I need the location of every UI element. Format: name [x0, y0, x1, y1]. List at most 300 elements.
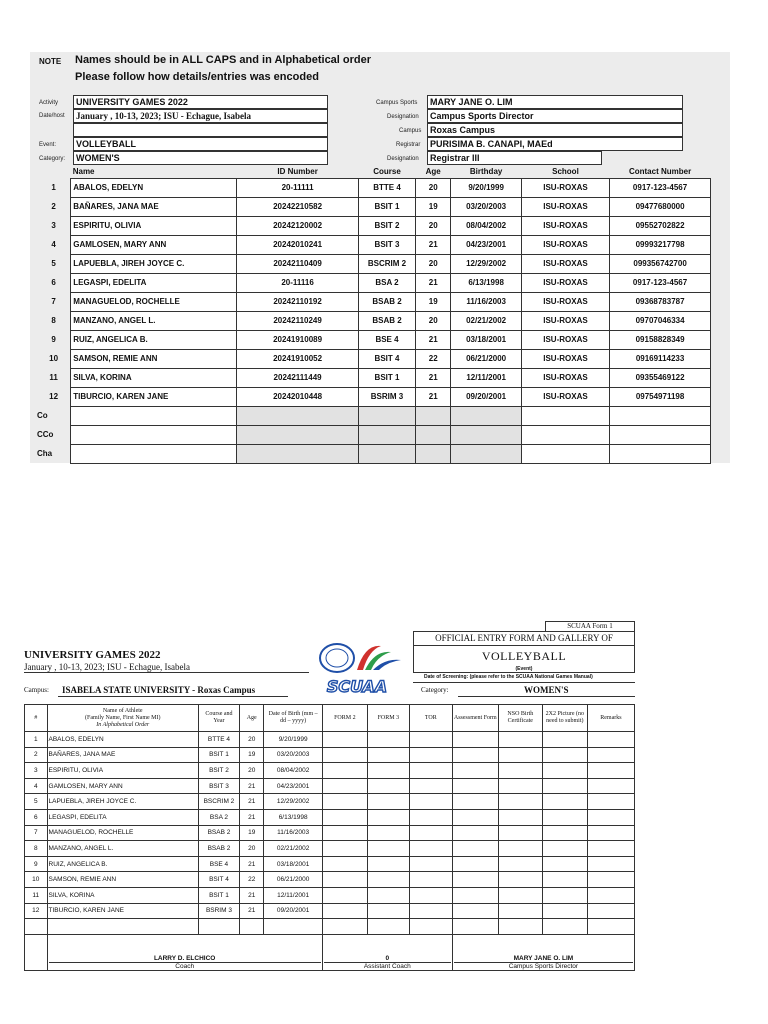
cell-check[interactable]: [409, 887, 452, 903]
cell-school[interactable]: ISU-ROXAS: [521, 273, 609, 292]
cell-course[interactable]: BSIT 4: [198, 872, 239, 888]
cell-contact[interactable]: 09158828349: [610, 330, 711, 349]
cell-check[interactable]: [452, 763, 498, 779]
cell-contact[interactable]: 09754971198: [610, 387, 711, 406]
cell-age[interactable]: [415, 406, 450, 425]
table-row: [37, 216, 711, 235]
cell-check[interactable]: [367, 794, 409, 810]
table-row: [37, 406, 711, 425]
cell-age[interactable]: 20: [415, 311, 450, 330]
category-value: WOMEN'S: [524, 685, 569, 695]
cell-age[interactable]: 20: [239, 732, 264, 748]
cell-contact[interactable]: 09552702822: [610, 216, 711, 235]
col-school: School: [552, 166, 579, 176]
cell-school[interactable]: ISU-ROXAS: [521, 368, 609, 387]
cell-athlete[interactable]: ESPIRITU, OLIVIA: [47, 763, 198, 779]
cell-check[interactable]: [542, 732, 587, 748]
cell-age[interactable]: 19: [239, 747, 264, 763]
cell-age[interactable]: 20: [415, 178, 450, 197]
cell-check[interactable]: [587, 778, 634, 794]
cell-age[interactable]: 22: [415, 349, 450, 368]
cell-check[interactable]: [587, 856, 634, 872]
cell-course[interactable]: BSIT 4: [359, 349, 416, 368]
cell-empty[interactable]: [239, 919, 264, 935]
cell-id[interactable]: 20242120002: [237, 216, 359, 235]
cell-bday[interactable]: 06/21/2000: [451, 349, 521, 368]
col-age: Age: [239, 705, 264, 732]
cell-empty[interactable]: [409, 919, 452, 935]
col-form3: FORM 3: [367, 705, 409, 732]
cell-school[interactable]: ISU-ROXAS: [521, 254, 609, 273]
cell-id[interactable]: 20241910052: [237, 349, 359, 368]
table-row: [37, 368, 711, 387]
cell-id[interactable]: 20242111449: [237, 368, 359, 387]
cell-id[interactable]: 20241910089: [237, 330, 359, 349]
cell-check[interactable]: [409, 856, 452, 872]
cell-school[interactable]: ISU-ROXAS: [521, 197, 609, 216]
cell-age[interactable]: 19: [239, 825, 264, 841]
cell-bday[interactable]: 9/20/1999: [451, 178, 521, 197]
cell-course[interactable]: BSIT 3: [198, 778, 239, 794]
cell-check[interactable]: [498, 778, 542, 794]
cell-check[interactable]: [587, 903, 634, 919]
cell-course[interactable]: BSRIM 3: [359, 387, 416, 406]
cell-check[interactable]: [542, 856, 587, 872]
cell-course[interactable]: BSAB 2: [198, 841, 239, 857]
cell-age[interactable]: 20: [239, 841, 264, 857]
cell-dob[interactable]: 9/20/1999: [264, 732, 322, 748]
table-row: [25, 856, 635, 872]
cell-check[interactable]: [587, 732, 634, 748]
registrar-field[interactable]: PURISIMA B. CANAPI, MAEd: [427, 137, 683, 151]
cell-course[interactable]: BSCRIM 2: [198, 794, 239, 810]
cell-check[interactable]: [587, 809, 634, 825]
cell-name[interactable]: ESPIRITU, OLIVIA: [71, 216, 237, 235]
cell-check[interactable]: [498, 763, 542, 779]
cell-age[interactable]: 21: [239, 856, 264, 872]
cell-check[interactable]: [322, 747, 367, 763]
cell-check[interactable]: [587, 794, 634, 810]
cell-bday[interactable]: 11/16/2003: [451, 292, 521, 311]
designation-field-2[interactable]: Registrar III: [427, 151, 602, 165]
cell-check[interactable]: [452, 841, 498, 857]
cell-age[interactable]: 19: [415, 197, 450, 216]
cell-check[interactable]: [322, 841, 367, 857]
cell-name[interactable]: SILVA, KORINA: [71, 368, 237, 387]
cell-dob[interactable]: 03/18/2001: [264, 856, 322, 872]
cell-contact[interactable]: [610, 425, 711, 444]
cell-check[interactable]: [322, 778, 367, 794]
cell-athlete[interactable]: BAÑARES, JANA MAE: [47, 747, 198, 763]
cell-empty[interactable]: [322, 919, 367, 935]
cell-check[interactable]: [498, 841, 542, 857]
cell-dob[interactable]: 02/21/2002: [264, 841, 322, 857]
cell-id[interactable]: [237, 425, 359, 444]
cell-contact[interactable]: 09368783787: [610, 292, 711, 311]
cell-course[interactable]: BSIT 1: [198, 887, 239, 903]
cell-check[interactable]: [452, 747, 498, 763]
date-field[interactable]: January , 10-13, 2023; ISU - Echague, Isabela: [73, 109, 328, 123]
cell-school[interactable]: [521, 444, 609, 463]
cell-course[interactable]: BSIT 2: [198, 763, 239, 779]
cell-dob[interactable]: 12/29/2002: [264, 794, 322, 810]
cell-check[interactable]: [587, 887, 634, 903]
cell-check[interactable]: [322, 732, 367, 748]
cell-empty[interactable]: [587, 919, 634, 935]
cell-athlete[interactable]: LEGASPI, EDELITA: [47, 809, 198, 825]
cell-empty[interactable]: [367, 919, 409, 935]
cell-check[interactable]: [542, 778, 587, 794]
cell-check[interactable]: [322, 903, 367, 919]
cell-contact[interactable]: 09355469122: [610, 368, 711, 387]
cell-no: 6: [25, 809, 48, 825]
cell-athlete[interactable]: ABALOS, EDELYN: [47, 732, 198, 748]
cell-contact[interactable]: [610, 444, 711, 463]
cell-course[interactable]: [359, 444, 416, 463]
cell-school[interactable]: ISU-ROXAS: [521, 292, 609, 311]
cell-check[interactable]: [452, 887, 498, 903]
cell-check[interactable]: [542, 763, 587, 779]
cell-bday[interactable]: 02/21/2002: [451, 311, 521, 330]
cell-id[interactable]: 20242210582: [237, 197, 359, 216]
divider: [413, 682, 635, 683]
cell-check[interactable]: [409, 763, 452, 779]
athlete-header-line-3: In Alphabetical Order: [96, 721, 150, 728]
cell-age[interactable]: [415, 444, 450, 463]
cell-check[interactable]: [322, 763, 367, 779]
cell-check[interactable]: [587, 747, 634, 763]
cell-id[interactable]: [237, 406, 359, 425]
cell-check[interactable]: [322, 856, 367, 872]
cell-empty[interactable]: [264, 919, 322, 935]
cell-check[interactable]: [367, 732, 409, 748]
table-row: [25, 841, 635, 857]
cell-no: 11: [25, 887, 48, 903]
cell-name[interactable]: [71, 406, 237, 425]
cell-no: 7: [25, 825, 48, 841]
cell-check[interactable]: [542, 872, 587, 888]
cell-check[interactable]: [367, 747, 409, 763]
col-course-year: Course and Year: [198, 705, 239, 732]
cell-contact[interactable]: 09707046334: [610, 311, 711, 330]
director-signature: [452, 934, 634, 970]
cell-check[interactable]: [498, 825, 542, 841]
cell-course[interactable]: BTTE 4: [198, 732, 239, 748]
campus-value: ISABELA STATE UNIVERSITY - Roxas Campus: [62, 685, 256, 695]
cell-age[interactable]: 21: [415, 273, 450, 292]
cell-empty[interactable]: [25, 919, 48, 935]
note-line-1: Names should be in ALL CAPS and in Alphabetical order: [75, 54, 372, 66]
campus-field[interactable]: Roxas Campus: [427, 123, 683, 137]
row-label: Co: [37, 411, 48, 420]
cell-name[interactable]: [71, 444, 237, 463]
cell-course[interactable]: BSAB 2: [359, 311, 416, 330]
cell-bday[interactable]: 6/13/1998: [451, 273, 521, 292]
cell-check[interactable]: [322, 825, 367, 841]
cell-name[interactable]: MANZANO, ANGEL L.: [71, 311, 237, 330]
cell-dob[interactable]: 03/20/2003: [264, 747, 322, 763]
cell-bday[interactable]: 03/18/2001: [451, 330, 521, 349]
cell-name[interactable]: TIBURCIO, KAREN JANE: [71, 387, 237, 406]
cell-check[interactable]: [367, 856, 409, 872]
cell-course[interactable]: [359, 406, 416, 425]
cell-check[interactable]: [587, 872, 634, 888]
cell-athlete[interactable]: MANZANO, ANGEL L.: [47, 841, 198, 857]
cell-check[interactable]: [452, 825, 498, 841]
cell-age[interactable]: 21: [415, 235, 450, 254]
cell-dob[interactable]: 09/20/2001: [264, 903, 322, 919]
cell-id[interactable]: [237, 444, 359, 463]
cell-check[interactable]: [367, 763, 409, 779]
cell-no: 3: [25, 763, 48, 779]
cell-id[interactable]: 20242110249: [237, 311, 359, 330]
cell-school[interactable]: ISU-ROXAS: [521, 216, 609, 235]
cell-check[interactable]: [498, 903, 542, 919]
col-name: Name: [72, 166, 95, 176]
cell-school[interactable]: [521, 425, 609, 444]
cell-name[interactable]: ABALOS, EDELYN: [71, 178, 237, 197]
cell-no: 10: [25, 872, 48, 888]
cell-id[interactable]: 20-11111: [237, 178, 359, 197]
cell-course[interactable]: BSE 4: [198, 856, 239, 872]
cell-check[interactable]: [409, 747, 452, 763]
cell-birthday[interactable]: [451, 406, 521, 425]
event-label: Event:: [39, 142, 57, 148]
cell-check[interactable]: [498, 887, 542, 903]
cell-school[interactable]: ISU-ROXAS: [521, 349, 609, 368]
cell-check[interactable]: [409, 872, 452, 888]
cell-check[interactable]: [322, 872, 367, 888]
cell-name[interactable]: GAMLOSEN, MARY ANN: [71, 235, 237, 254]
col-dob: Date of Birth (mm – dd – yyyy): [264, 705, 322, 732]
official-title: OFFICIAL ENTRY FORM AND GALLERY OF: [435, 633, 613, 643]
cell-check[interactable]: [498, 794, 542, 810]
cell-check[interactable]: [452, 732, 498, 748]
cell-course[interactable]: BTTE 4: [359, 178, 416, 197]
cell-dob[interactable]: 11/16/2003: [264, 825, 322, 841]
cell-check[interactable]: [367, 872, 409, 888]
cell-name[interactable]: RUIZ, ANGELICA B.: [71, 330, 237, 349]
cell-check[interactable]: [542, 887, 587, 903]
cell-check[interactable]: [542, 794, 587, 810]
cell-check[interactable]: [322, 809, 367, 825]
cell-name[interactable]: MANAGUELOD, ROCHELLE: [71, 292, 237, 311]
cell-check[interactable]: [409, 841, 452, 857]
cell-empty[interactable]: [47, 919, 198, 935]
cell-id[interactable]: 20242010448: [237, 387, 359, 406]
cell-check[interactable]: [367, 903, 409, 919]
cell-empty[interactable]: [198, 919, 239, 935]
cell-athlete[interactable]: TIBURCIO, KAREN JANE: [47, 903, 198, 919]
cell-age[interactable]: 20: [415, 216, 450, 235]
category-label: Category:: [421, 686, 449, 694]
event-field[interactable]: VOLLEYBALL: [73, 137, 328, 151]
cell-dob[interactable]: 6/13/1998: [264, 809, 322, 825]
cell-check[interactable]: [542, 903, 587, 919]
cell-age[interactable]: 22: [239, 872, 264, 888]
cell-contact[interactable]: 0917-123-4567: [610, 273, 711, 292]
cell-birthday[interactable]: [451, 425, 521, 444]
cell-age[interactable]: 19: [415, 292, 450, 311]
cell-course[interactable]: [359, 425, 416, 444]
cell-name[interactable]: BAÑARES, JANA MAE: [71, 197, 237, 216]
cell-check[interactable]: [322, 887, 367, 903]
cell-dob[interactable]: 06/21/2000: [264, 872, 322, 888]
cell-check[interactable]: [367, 809, 409, 825]
cell-id[interactable]: 20242110409: [237, 254, 359, 273]
cell-check[interactable]: [367, 887, 409, 903]
cell-bday[interactable]: 04/23/2001: [451, 235, 521, 254]
activity-label: Activity: [39, 100, 59, 106]
cell-check[interactable]: [409, 809, 452, 825]
cell-empty[interactable]: [498, 919, 542, 935]
logo-seal: [320, 644, 354, 672]
cell-name[interactable]: [71, 425, 237, 444]
cell-athlete[interactable]: SAMSON, REMIE ANN: [47, 872, 198, 888]
cell-age[interactable]: 21: [415, 387, 450, 406]
cell-bday[interactable]: 03/20/2003: [451, 197, 521, 216]
table-row: [25, 919, 635, 935]
cell-school[interactable]: ISU-ROXAS: [521, 387, 609, 406]
cell-check[interactable]: [498, 732, 542, 748]
activity-field[interactable]: UNIVERSITY GAMES 2022: [73, 95, 328, 109]
cell-athlete[interactable]: LAPUEBLA, JIREH JOYCE C.: [47, 794, 198, 810]
cell-school[interactable]: [521, 406, 609, 425]
cell-check[interactable]: [452, 903, 498, 919]
cell-check[interactable]: [409, 732, 452, 748]
cell-course[interactable]: BSRIM 3: [198, 903, 239, 919]
cell-check[interactable]: [542, 825, 587, 841]
cell-contact[interactable]: 09477680000: [610, 197, 711, 216]
cell-check[interactable]: [587, 841, 634, 857]
cell-dob[interactable]: 04/23/2001: [264, 778, 322, 794]
cell-course[interactable]: BSIT 3: [359, 235, 416, 254]
cell-athlete[interactable]: SILVA, KORINA: [47, 887, 198, 903]
cell-check[interactable]: [587, 825, 634, 841]
designation-field[interactable]: Campus Sports Director: [427, 109, 683, 123]
campus-sports-field[interactable]: MARY JANE O. LIM: [427, 95, 683, 109]
table-row: [37, 425, 711, 444]
entry-title-box: [413, 631, 635, 673]
cell-check[interactable]: [542, 747, 587, 763]
cell-course[interactable]: BSIT 2: [359, 216, 416, 235]
cell-check[interactable]: [542, 841, 587, 857]
cell-name[interactable]: LAPUEBLA, JIREH JOYCE C.: [71, 254, 237, 273]
cell-contact[interactable]: 099356742700: [610, 254, 711, 273]
cell-school[interactable]: ISU-ROXAS: [521, 235, 609, 254]
cell-check[interactable]: [498, 809, 542, 825]
cell-id[interactable]: 20242010241: [237, 235, 359, 254]
cell-bday[interactable]: 09/20/2001: [451, 387, 521, 406]
cell-check[interactable]: [498, 856, 542, 872]
cell-check[interactable]: [409, 825, 452, 841]
cell-contact[interactable]: 09993217798: [610, 235, 711, 254]
cell-empty[interactable]: [452, 919, 498, 935]
cell-course[interactable]: BSAB 2: [198, 825, 239, 841]
cell-check[interactable]: [367, 825, 409, 841]
cell-athlete[interactable]: MANAGUELOD, ROCHELLE: [47, 825, 198, 841]
cell-age[interactable]: 21: [239, 794, 264, 810]
cell-name[interactable]: LEGASPI, EDELITA: [71, 273, 237, 292]
cell-check[interactable]: [322, 794, 367, 810]
cell-age[interactable]: 21: [239, 778, 264, 794]
cell-check[interactable]: [452, 856, 498, 872]
cell-bday[interactable]: 08/04/2002: [451, 216, 521, 235]
cell-contact[interactable]: [610, 406, 711, 425]
cell-id[interactable]: 20-11116: [237, 273, 359, 292]
cell-check[interactable]: [367, 778, 409, 794]
cell-check[interactable]: [452, 809, 498, 825]
cell-school[interactable]: ISU-ROXAS: [521, 178, 609, 197]
cell-age[interactable]: 21: [415, 330, 450, 349]
cell-empty[interactable]: [542, 919, 587, 935]
cell-age[interactable]: 21: [239, 887, 264, 903]
cell-course[interactable]: BSE 4: [359, 330, 416, 349]
cell-age[interactable]: [415, 425, 450, 444]
cell-bday[interactable]: 12/11/2001: [451, 368, 521, 387]
cell-check[interactable]: [452, 794, 498, 810]
registrar-label: Registrar: [396, 142, 421, 148]
cell-course[interactable]: BSIT 1: [359, 197, 416, 216]
cell-age[interactable]: 21: [239, 809, 264, 825]
cell-bday[interactable]: 12/29/2002: [451, 254, 521, 273]
cell-id[interactable]: 20242110192: [237, 292, 359, 311]
cell-school[interactable]: ISU-ROXAS: [521, 311, 609, 330]
cell-name[interactable]: SAMSON, REMIE ANN: [71, 349, 237, 368]
cell-course[interactable]: BSA 2: [198, 809, 239, 825]
cell-age[interactable]: 20: [239, 763, 264, 779]
cell-check[interactable]: [542, 809, 587, 825]
cell-age[interactable]: 21: [415, 368, 450, 387]
campus-sports-label: Campus Sports: [376, 100, 418, 106]
table-row: [37, 235, 711, 254]
cell-check[interactable]: [587, 763, 634, 779]
row-number: 7: [51, 297, 56, 306]
cell-birthday[interactable]: [451, 444, 521, 463]
campus-label: Campus:: [24, 686, 49, 694]
table-row: [37, 311, 711, 330]
cell-athlete[interactable]: RUIZ, ANGELICA B.: [47, 856, 198, 872]
cell-age[interactable]: 21: [239, 903, 264, 919]
cell-contact[interactable]: 09169114233: [610, 349, 711, 368]
cell-check[interactable]: [409, 794, 452, 810]
row-number: 1: [51, 183, 56, 192]
cell-contact[interactable]: 0917-123-4567: [610, 178, 711, 197]
cell-school[interactable]: ISU-ROXAS: [521, 330, 609, 349]
cell-check[interactable]: [367, 841, 409, 857]
cell-dob[interactable]: 08/04/2002: [264, 763, 322, 779]
cell-course[interactable]: BSCRIM 2: [359, 254, 416, 273]
cell-check[interactable]: [498, 872, 542, 888]
cell-athlete[interactable]: GAMLOSEN, MARY ANN: [47, 778, 198, 794]
cell-course[interactable]: BSAB 2: [359, 292, 416, 311]
cell-course[interactable]: BSIT 1: [198, 747, 239, 763]
cell-check[interactable]: [452, 778, 498, 794]
cell-check[interactable]: [498, 747, 542, 763]
category-field[interactable]: WOMEN'S: [73, 151, 328, 165]
cell-check[interactable]: [409, 903, 452, 919]
blank-field[interactable]: [73, 123, 328, 137]
roster-table: [37, 165, 711, 464]
note-label: NOTE: [39, 57, 62, 66]
cell-check[interactable]: [452, 872, 498, 888]
cell-check[interactable]: [409, 778, 452, 794]
cell-no: 9: [25, 856, 48, 872]
cell-course[interactable]: BSA 2: [359, 273, 416, 292]
cell-course[interactable]: BSIT 1: [359, 368, 416, 387]
cell-age[interactable]: 20: [415, 254, 450, 273]
cell-dob[interactable]: 12/11/2001: [264, 887, 322, 903]
